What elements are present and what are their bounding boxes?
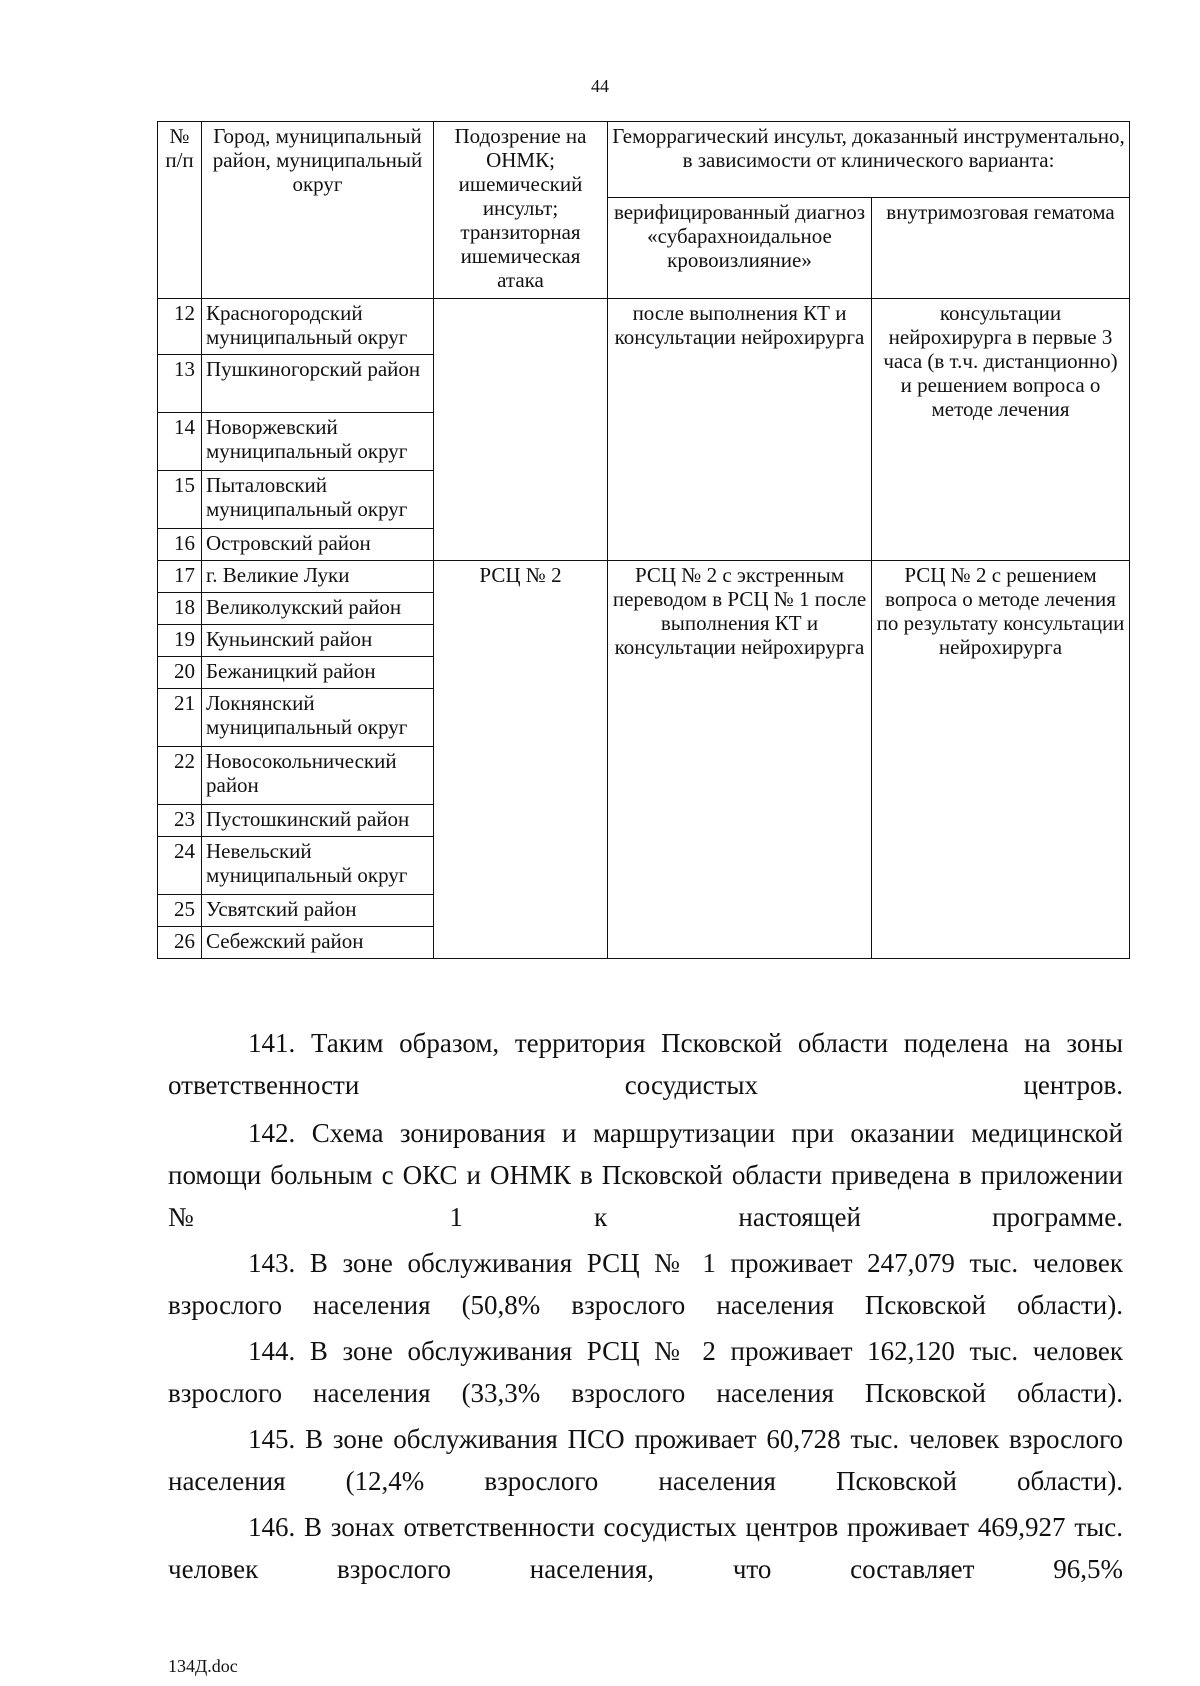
row-num: 20 bbox=[158, 657, 202, 689]
paragraph-141: 141. Таким образом, территория Псковской области поделена на зоны ответственности сосудистых центров. bbox=[168, 1028, 1123, 1100]
row-num: 16 bbox=[158, 529, 202, 561]
row-name: Усвятский район bbox=[202, 895, 434, 927]
row-num: 25 bbox=[158, 895, 202, 927]
row-name: Островский район bbox=[202, 529, 434, 561]
row-name: Себежский район bbox=[202, 927, 434, 959]
row-name: Пушкиногорский район bbox=[202, 355, 434, 413]
row-num: 15 bbox=[158, 471, 202, 529]
routing-table bbox=[157, 121, 1130, 959]
footer-filename: 134Д.doc bbox=[168, 1656, 238, 1676]
group2-verified: РСЦ № 2 с экстренным переводом в РСЦ № 1 после выполнения КТ и консультации нейрохирурга bbox=[608, 561, 872, 959]
row-num: 21 bbox=[158, 689, 202, 747]
row-num: 22 bbox=[158, 747, 202, 805]
paragraph-142: 142. Схема зонирования и маршрутизации при оказании медицинской помощи больным с ОКС и ОНМК в Псковской области приведена в приложении № 1 к настоящей программе. bbox=[168, 1118, 1123, 1232]
paragraph-146: 146. В зонах ответственности сосудистых центров проживает 469,927 тыс. человек взрослого населения, что составляет 96,5% bbox=[168, 1512, 1123, 1584]
header-hematoma: внутримозговая гематома bbox=[872, 198, 1130, 299]
row-name: Бежаницкий район bbox=[202, 657, 434, 689]
table-header-row bbox=[158, 122, 1130, 198]
row-name: Локнянский муниципальный округ bbox=[202, 689, 434, 747]
header-verified: верифицированный диагноз «субарахноидальное кровоизлияние» bbox=[608, 198, 872, 299]
group2-hematoma: РСЦ № 2 с решением вопроса о методе лечения по результату консультации нейрохирурга bbox=[872, 561, 1130, 959]
row-num: 23 bbox=[158, 805, 202, 837]
row-num: 13 bbox=[158, 355, 202, 413]
header-num: № п/п bbox=[158, 122, 202, 299]
row-name: Пыталовский муниципальный округ bbox=[202, 471, 434, 529]
row-name: г. Великие Луки bbox=[202, 561, 434, 593]
paragraph-143: 143. В зоне обслуживания РСЦ № 1 проживает 247,079 тыс. человек взрослого населения (50,8% взрослого населения Псковской области). bbox=[168, 1248, 1123, 1320]
table-row bbox=[158, 561, 1130, 593]
group1-verified: после выполнения КТ и консультации нейрохирурга bbox=[608, 299, 872, 561]
row-name: Куньинский район bbox=[202, 625, 434, 657]
row-name: Невельский муниципальный округ bbox=[202, 837, 434, 895]
row-num: 14 bbox=[158, 413, 202, 471]
row-name: Новосокольнический район bbox=[202, 747, 434, 805]
group1-hematoma: консультации нейрохирурга в первые 3 часа (в т.ч. дистанционно) и решением вопроса о методе лечения bbox=[872, 299, 1130, 561]
row-name: Новоржевский муниципальный округ bbox=[202, 413, 434, 471]
paragraph-145: 145. В зоне обслуживания ПСО проживает 60,728 тыс. человек взрослого населения (12,4% взрослого населения Псковской области). bbox=[168, 1424, 1123, 1496]
row-name: Великолукский район bbox=[202, 593, 434, 625]
page-number: 44 bbox=[591, 76, 609, 96]
table-row bbox=[158, 299, 1130, 355]
group2-suspicion: РСЦ № 2 bbox=[434, 561, 608, 959]
row-num: 18 bbox=[158, 593, 202, 625]
row-num: 12 bbox=[158, 299, 202, 355]
group1-suspicion bbox=[434, 299, 608, 561]
row-num: 24 bbox=[158, 837, 202, 895]
paragraph-144: 144. В зоне обслуживания РСЦ № 2 проживает 162,120 тыс. человек взрослого населения (33,3% взрослого населения Псковской области). bbox=[168, 1336, 1123, 1408]
header-city: Город, муниципальный район, муниципальный округ bbox=[202, 122, 434, 299]
row-num: 26 bbox=[158, 927, 202, 959]
row-name: Красногородский муниципальный округ bbox=[202, 299, 434, 355]
header-hemorrhagic: Геморрагический инсульт, доказанный инструментально, в зависимости от клинического варианта: bbox=[608, 122, 1130, 198]
header-suspicion: Подозрение на ОНМК; ишемический инсульт; транзиторная ишемическая атака bbox=[434, 122, 608, 299]
row-num: 17 bbox=[158, 561, 202, 593]
row-num: 19 bbox=[158, 625, 202, 657]
row-name: Пустошкинский район bbox=[202, 805, 434, 837]
